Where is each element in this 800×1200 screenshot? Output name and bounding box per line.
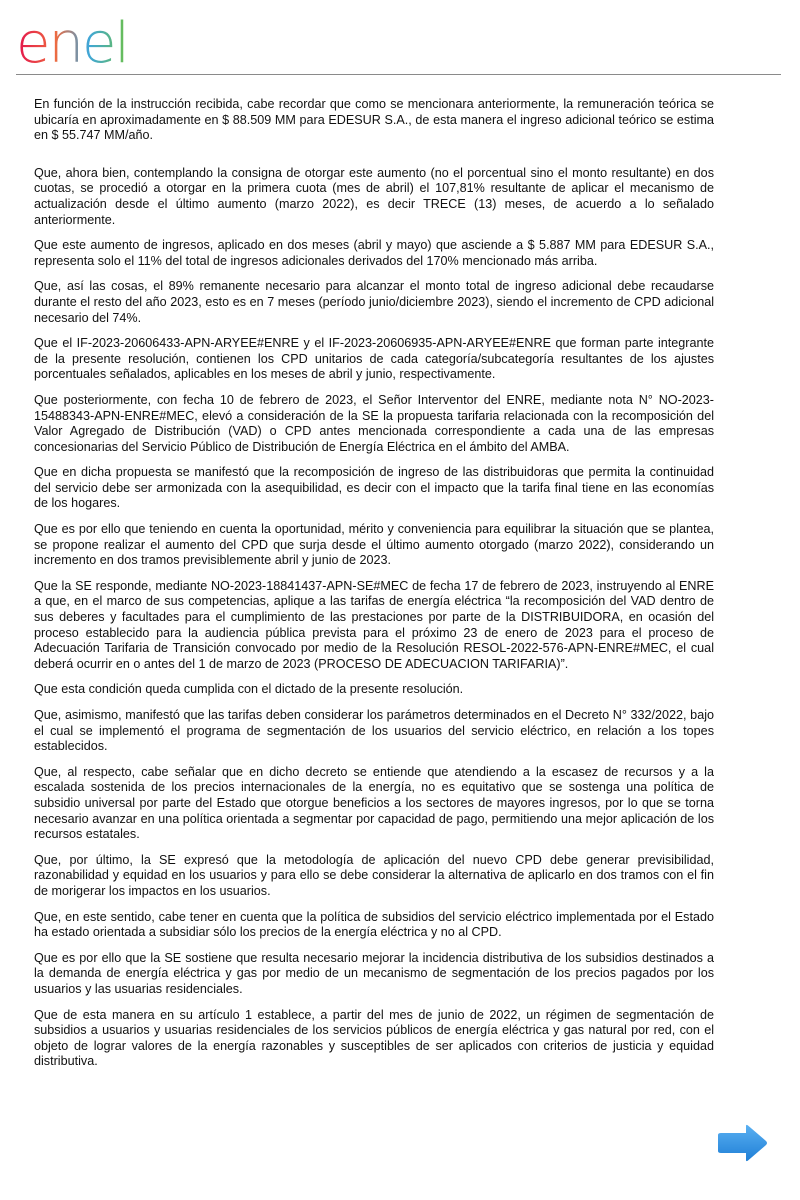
paragraph: En función de la instrucción recibida, cabe recordar que como se mencionara anteriormente, la remuneración teórica se ubicaría en aproximadamente en $ 88.509 MM para EDESUR S.A., de esta manera el ingreso adicional teórico se estima en $ 55.747 MM/año. <box>34 97 714 143</box>
paragraph: Que la SE responde, mediante NO-2023-18841437-APN-SE#MEC de fecha 17 de febrero de 2023, instruyendo al ENRE a que, en el marco de sus competencias, aplique a las tarifas de energía eléctrica “la recomposición del VAD dentro de sus deberes y facultades para el cumplimiento de las prestaciones por parte de la DISTRIBUIDORA, en ocasión del proceso establecido para la audiencia pública prevista para el próximo 23 de enero de 2023 para el proceso de Adecuación Tarifaria de Transición convocado por medio de la Resolución RESOL-2022-576-APN-ENRE#MEC, el cual deberá ocurrir en o antes del 1 de marzo de 2023 (PROCESO DE ADECUACION TARIFARIA)”. <box>34 578 714 671</box>
paragraph: Que, así las cosas, el 89% remanente necesario para alcanzar el monto total de ingreso adicional debe recaudarse durante el resto del año 2023, esto es en 7 meses (período junio/diciembre 2023), siendo el incremento de CPD adicional necesario del 74%. <box>34 279 714 325</box>
paragraph: Que posteriormente, con fecha 10 de febrero de 2023, el Señor Interventor del ENRE, mediante nota N° NO-2023-15488343-APN-ENRE#MEC, elevó a consideración de la SE la propuesta tarifaria relacionada con la recomposición del Valor Agregado de Distribución (VAD) o CPD antes mencionada correspondiente a cada una de las empresas concesionarias del Servicio Público de Distribución de Energía Eléctrica en el ámbito del AMBA. <box>34 392 714 454</box>
arrow-right-icon[interactable] <box>716 1124 768 1162</box>
paragraph: Que, asimismo, manifestó que las tarifas deben considerar los parámetros determinados en el Decreto N° 332/2022, bajo el cual se implementó el programa de segmentación de los usuarios del servicio eléctrico, en relación a los topes establecidos. <box>34 708 714 754</box>
paragraph: Que este aumento de ingresos, aplicado en dos meses (abril y mayo) que asciende a $ 5.887 MM para EDESUR S.A., representa solo el 11% del total de ingresos adicionales derivados del 170% mencionado más arriba. <box>34 238 714 268</box>
header-divider <box>16 74 781 75</box>
paragraph: Que el IF-2023-20606433-APN-ARYEE#ENRE y el IF-2023-20606935-APN-ARYEE#ENRE que forman parte integrante de la presente resolución, contienen los CPD unitarios de cada categoría/subcategoría resultantes de los ajustes porcentuales señalados, aplicables en los meses de abril y junio, respectivamente. <box>34 336 714 382</box>
paragraph: Que, ahora bien, contemplando la consigna de otorgar este aumento (no el porcentual sino el monto resultante) en dos cuotas, se procedió a otorgar en la primera cuota (mes de abril) el 107,81% resultante de aplicar el mecanismo de actualización desde el último aumento (marzo 2022), es decir TRECE (13) meses, de acuerdo a lo señalado anteriormente. <box>34 165 714 227</box>
paragraph: Que, en este sentido, cabe tener en cuenta que la política de subsidios del servicio eléctrico implementada por el Estado ha estado orientada a subsidiar sólo los precios de la energía eléctrica y no al CPD. <box>34 909 714 940</box>
paragraph: Que, al respecto, cabe señalar que en dicho decreto se entiende que atendiendo a la escasez de recursos y a la escalada sostenida de los precios internacionales de la energía, no es equitativo que se sostenga una política de subsidio universal por parte del Estado que otorgue beneficios a los sectores de mayores ingresos, por lo que se torna necesario avanzar en una política orientada a segmentar por capacidad de pago, permitiendo una mejor aplicación de los recursos estatales. <box>34 764 714 842</box>
logo-text: enel <box>16 11 128 72</box>
paragraph: Que es por ello que teniendo en cuenta la oportunidad, mérito y conveniencia para equilibrar la situación que se plantea, se propone realizar el aumento del CPD que surja desde el último aumento otorgado (marzo 2022), considerando un incremento en dos tramos previsiblemente abril y junio de 2023. <box>34 522 714 568</box>
document-body <box>34 97 714 1080</box>
paragraph: Que en dicha propuesta se manifestó que la recomposición de ingreso de las distribuidoras que permita la continuidad del servicio debe ser armonizada con la asequibilidad, es decir con el impacto que la tarifa final tiene en las economías de los hogares. <box>34 465 714 511</box>
paragraph: Que es por ello que la SE sostiene que resulta necesario mejorar la incidencia distributiva de los subsidios destinados a la demanda de energía eléctrica y gas por medio de un mecanismo de segmentación de los precios pagados por los usuarios y las usuarias residenciales. <box>34 950 714 996</box>
enel-logo <box>14 10 174 72</box>
paragraph: Que esta condición queda cumplida con el dictado de la presente resolución. <box>34 682 464 697</box>
paragraph: Que, por último, la SE expresó que la metodología de aplicación del nuevo CPD debe generar previsibilidad, razonabilidad y equidad en los usuarios y para ello se debe considerar la alternativa de aplicarlo en dos tramos con el fin de morigerar los impactos en los usuarios. <box>34 852 714 898</box>
paragraph: Que de esta manera en su artículo 1 establece, a partir del mes de junio de 2022, un régimen de segmentación de subsidios a usuarios y usuarias residenciales de los servicios públicos de energía eléctrica y gas natural por red, con el objeto de lograr valores de la energía razonables y susceptibles de ser aplicados con criterios de justicia y equidad distributiva. <box>34 1007 714 1069</box>
